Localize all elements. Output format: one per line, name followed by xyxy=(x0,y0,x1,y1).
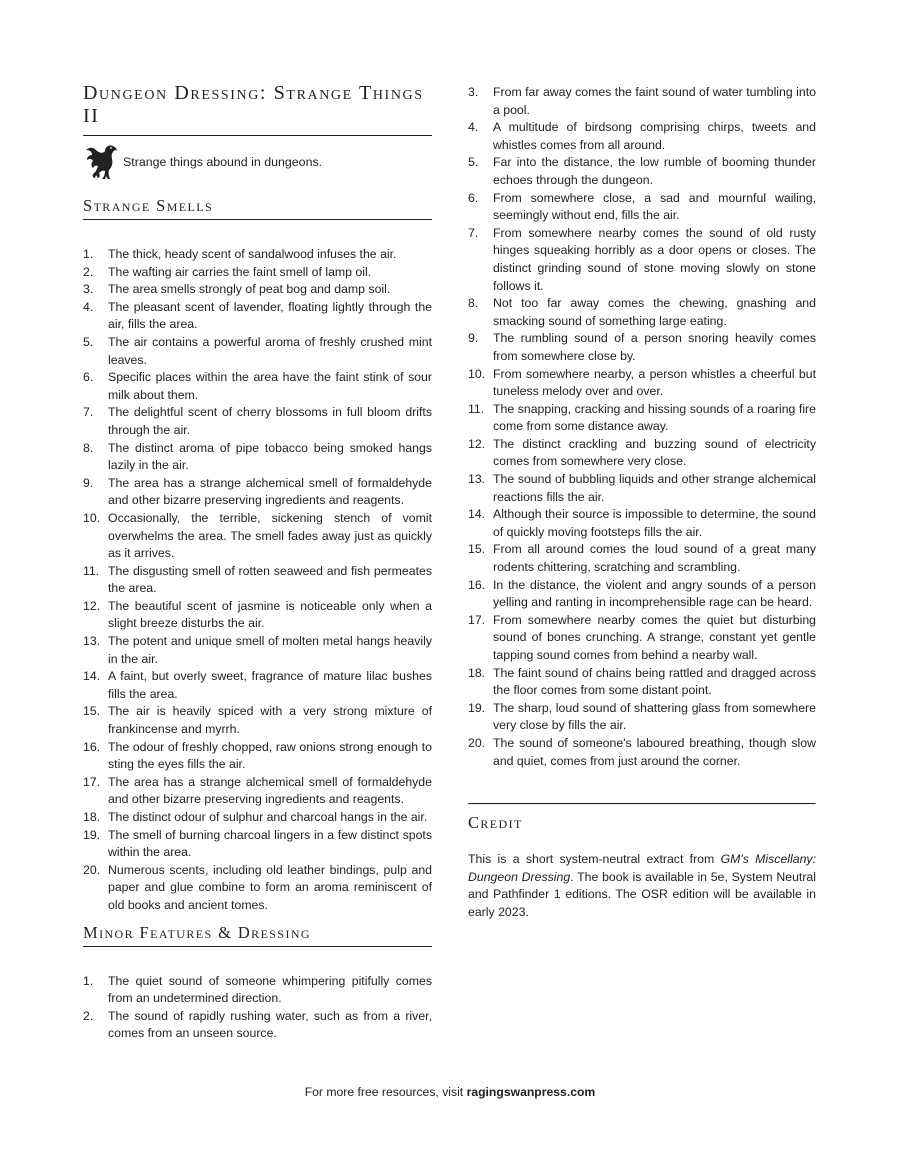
list-item xyxy=(468,295,816,330)
list-item xyxy=(83,246,432,264)
item-text: The area has a strange alchemical smell of formaldehyde and other bizarre preserving ingredients and reagents. xyxy=(108,475,432,508)
item-text: The smell of burning charcoal lingers in a few distinct spots within the area. xyxy=(108,827,432,860)
item-text: The odour of freshly chopped, raw onions strong enough to sting the eyes fills the air. xyxy=(108,739,432,772)
item-text: The pleasant scent of lavender, floating lightly through the air, fills the area. xyxy=(108,299,432,332)
item-number: 14. xyxy=(468,507,486,522)
item-text: From all around comes the loud sound of a great many rodents chittering, scratching and scrambling. xyxy=(493,542,816,575)
item-text: The air contains a powerful aroma of freshly crushed mint leaves. xyxy=(108,334,432,367)
item-text: Not too far away comes the chewing, gnashing and smacking sound of something large eating. xyxy=(493,296,816,328)
strange-smells-heading: Strange Smells xyxy=(83,196,432,220)
list-item xyxy=(83,862,432,915)
item-text: The sound of someone's laboured breathing, though slow and quiet, comes from just around the corner. xyxy=(493,735,816,768)
item-number: 7. xyxy=(83,405,94,420)
item-number: 10. xyxy=(468,366,486,381)
right-column xyxy=(468,84,816,922)
item-text: In the distance, the violent and angry sounds of a person yelling and ranting in incomprehensible rage can be heard. xyxy=(493,577,816,610)
item-text: The distinct crackling and buzzing sound of electricity comes from somewhere very close. xyxy=(493,436,816,469)
item-number: 5. xyxy=(468,155,479,170)
item-number: 18. xyxy=(83,810,101,824)
item-number: 7. xyxy=(468,225,479,240)
item-number: 17. xyxy=(468,612,486,627)
item-number: 17. xyxy=(83,774,101,789)
item-text: The thick, heady scent of sandalwood infuses the air. xyxy=(108,247,397,261)
list-item xyxy=(83,633,432,668)
item-text: Although their source is impossible to determine, the sound of quickly moving footsteps fills the air. xyxy=(493,507,816,539)
item-text: The sound of rapidly rushing water, such as from a river, comes from an unseen source. xyxy=(108,1008,432,1041)
minor-features-list xyxy=(83,973,432,1043)
item-text: The distinct aroma of pipe tobacco being smoked hangs lazily in the air. xyxy=(108,440,432,473)
item-text: The distinct odour of sulphur and charcoal hangs in the air. xyxy=(108,810,428,824)
item-number: 10. xyxy=(83,510,101,525)
item-text: From far away comes the faint sound of water tumbling into a pool. xyxy=(493,85,816,117)
item-number: 1. xyxy=(83,973,94,988)
item-text: Specific places within the area have the faint stink of sour milk about them. xyxy=(108,370,432,402)
list-item xyxy=(83,264,432,282)
list-item xyxy=(83,510,432,563)
list-item xyxy=(83,475,432,510)
book-title: GM's Miscellany: Dungeon Dressing xyxy=(468,852,816,884)
item-text: The wafting air carries the faint smell of lamp oil. xyxy=(108,264,372,279)
intro xyxy=(83,136,432,183)
list-item xyxy=(468,119,816,154)
list-item xyxy=(83,809,432,827)
item-number: 6. xyxy=(83,370,94,385)
list-item xyxy=(83,334,432,369)
item-text: From somewhere close, a sad and mournful wailing, seemingly without end, fills the air. xyxy=(493,190,816,223)
item-number: 15. xyxy=(83,704,101,719)
list-item xyxy=(83,1008,432,1043)
list-item xyxy=(468,665,816,700)
item-number: 11. xyxy=(83,563,100,578)
item-text: Occasionally, the terrible, sickening stench of vomit overwhelms the area. The smell fades away just as quickly as it arrives. xyxy=(108,510,432,561)
item-number: 5. xyxy=(83,334,94,349)
list-item xyxy=(83,369,432,404)
item-text: A faint, but overly sweet, fragrance of mature lilac bushes fills the area. xyxy=(108,669,432,701)
item-text: The sound of bubbling liquids and other strange alchemical reactions fills the air. xyxy=(493,472,816,504)
item-number: 18. xyxy=(468,665,486,680)
item-text: From somewhere nearby comes the quiet but disturbing sound of bones crunching. A strange, constant yet gentle tapping sound comes from behind a nearby wall. xyxy=(493,612,816,662)
list-item xyxy=(83,404,432,439)
item-number: 2. xyxy=(83,1008,94,1023)
website-link[interactable]: ragingswanpress.com xyxy=(466,1085,596,1099)
item-text: The air is heavily spiced with a very strong mixture of frankincense and myrrh. xyxy=(108,704,432,737)
list-item xyxy=(468,154,816,189)
item-text: Numerous scents, including old leather bindings, pulp and paper and glue combine to form an aroma reminiscent of old books and ancient tomes. xyxy=(108,862,432,912)
list-item xyxy=(83,703,432,738)
list-item xyxy=(83,827,432,862)
item-text: The area smells strongly of peat bog and damp soil. xyxy=(108,282,391,297)
item-text: The sharp, loud sound of shattering glass from somewhere very close by fills the air. xyxy=(493,700,816,733)
item-number: 19. xyxy=(468,700,486,715)
list-item xyxy=(468,541,816,576)
item-number: 19. xyxy=(83,827,101,842)
list-item xyxy=(83,598,432,633)
list-item xyxy=(468,700,816,735)
footer xyxy=(0,1085,900,1099)
item-text: The quiet sound of someone whimpering pitifully comes from an undetermined direction. xyxy=(108,973,432,1006)
item-number: 4. xyxy=(83,299,94,314)
list-item xyxy=(83,281,432,299)
item-number: 6. xyxy=(468,190,479,205)
item-text: The disgusting smell of rotten seaweed and fish permeates the area. xyxy=(108,563,432,596)
item-number: 15. xyxy=(468,542,486,557)
item-text: Far into the distance, the low rumble of booming thunder echoes through the dungeon. xyxy=(493,155,816,187)
item-number: 14. xyxy=(83,669,101,684)
item-text: The beautiful scent of jasmine is noticeable only when a slight breeze disturbs the air. xyxy=(108,598,432,631)
list-item xyxy=(83,774,432,809)
item-text: The delightful scent of cherry blossoms in full bloom drifts through the air. xyxy=(108,405,432,437)
footer-text: For more free resources, visit xyxy=(304,1085,467,1099)
minor-features-list-continued xyxy=(468,84,816,770)
item-text: From somewhere nearby comes the sound of old rusty hinges squeaking horribly as a door opens or closes. The distinct grinding sound of stone moving slowly on stone follows it. xyxy=(493,225,816,293)
item-number: 1. xyxy=(83,247,94,261)
item-number: 8. xyxy=(83,440,94,455)
item-text: A multitude of birdsong comprising chirps, tweets and whistles comes from all around. xyxy=(493,120,816,152)
intro-text: Strange things abound in dungeons. xyxy=(123,155,323,169)
list-item xyxy=(83,440,432,475)
item-text: The rumbling sound of a person snoring heavily comes from somewhere close by. xyxy=(493,331,816,363)
list-item xyxy=(468,612,816,665)
left-column xyxy=(83,80,432,1043)
item-number: 16. xyxy=(468,577,486,592)
list-item xyxy=(83,973,432,1008)
item-number: 12. xyxy=(468,436,486,451)
item-number: 3. xyxy=(468,85,479,99)
item-text: The snapping, cracking and hissing sounds of a roaring fire come from some distance away. xyxy=(493,401,816,434)
item-text: The potent and unique smell of molten metal hangs heavily in the air. xyxy=(108,634,432,666)
item-number: 11. xyxy=(468,401,485,416)
list-item xyxy=(468,471,816,506)
item-text: The faint sound of chains being rattled and dragged across the floor comes from some distant point. xyxy=(493,665,816,698)
list-item xyxy=(468,735,816,770)
item-number: 3. xyxy=(83,282,94,297)
item-number: 4. xyxy=(468,120,479,135)
strange-smells-list xyxy=(83,246,432,915)
credit-text: This is a short system-neutral extract from GM's Miscellany: Dungeon Dressing. The book is available in 5e, System Neutral and Pathfinder 1 editions. The OSR edition will be available in early 2023. xyxy=(468,852,817,919)
item-number: 12. xyxy=(83,598,101,613)
page-title: Dungeon Dressing: Strange Things II xyxy=(83,80,432,136)
minor-features-heading: Minor Features & Dressing xyxy=(83,923,432,947)
item-text: From somewhere nearby, a person whistles a cheerful but tuneless melody over and over. xyxy=(493,366,816,399)
list-item xyxy=(83,739,432,774)
list-item xyxy=(468,366,816,401)
item-number: 20. xyxy=(468,735,486,750)
item-number: 20. xyxy=(83,862,101,877)
item-number: 13. xyxy=(468,472,486,487)
item-number: 13. xyxy=(83,634,101,649)
item-number: 9. xyxy=(468,331,479,346)
list-item xyxy=(468,401,816,436)
list-item xyxy=(468,577,816,612)
list-item xyxy=(468,84,816,119)
list-item xyxy=(468,506,816,541)
list-item xyxy=(83,563,432,598)
griffin-logo-icon xyxy=(83,142,119,182)
list-item xyxy=(468,225,816,295)
list-item xyxy=(468,190,816,225)
list-item xyxy=(468,436,816,471)
item-number: 16. xyxy=(83,739,101,754)
item-text: The area has a strange alchemical smell of formaldehyde and other bizarre preserving ingredients and reagents. xyxy=(108,774,432,807)
list-item xyxy=(83,299,432,334)
item-number: 2. xyxy=(83,264,94,279)
credit-heading: Credit xyxy=(468,813,523,833)
item-number: 9. xyxy=(83,475,94,490)
list-item xyxy=(83,668,432,703)
item-number: 8. xyxy=(468,296,479,311)
list-item xyxy=(468,330,816,365)
